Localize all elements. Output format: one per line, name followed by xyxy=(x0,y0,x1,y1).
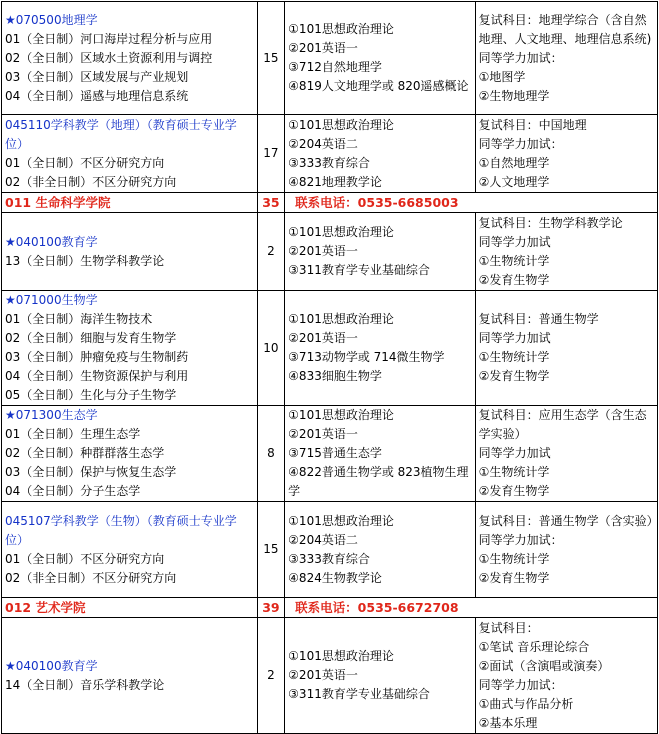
program-cell xyxy=(2,115,258,193)
exam-item: ②201英语一 xyxy=(288,244,358,258)
exam-cell xyxy=(285,291,475,406)
table-row xyxy=(2,2,658,115)
retest-item: 同等学力加试： xyxy=(478,136,563,151)
star-icon: ★ xyxy=(5,12,16,27)
retest-cell xyxy=(475,618,657,734)
school-row xyxy=(2,598,658,618)
exam-item: ①101思想政治理论 xyxy=(288,408,394,422)
exam-cell xyxy=(285,406,475,502)
exam-cell xyxy=(285,502,475,598)
retest-item: 复试科目： xyxy=(478,620,539,635)
exam-item: ②204英语二 xyxy=(288,136,358,151)
star-icon: ★ xyxy=(5,658,16,673)
exam-item: ①101思想政治理论 xyxy=(288,649,394,663)
program-title: ★070500地理学 xyxy=(5,12,98,27)
exam-item: ③715普通生态学 xyxy=(288,446,382,460)
exam-cell xyxy=(285,115,475,193)
retest-item: 同等学力加试 xyxy=(478,446,551,460)
exam-item: ③311教育学专业基础综合 xyxy=(288,687,430,701)
program-title: ★040100教育学 xyxy=(5,658,98,673)
exam-item: ①101思想政治理论 xyxy=(288,225,394,239)
program-cell xyxy=(2,406,258,502)
exam-item: ②201英语一 xyxy=(288,668,358,682)
school-phone: 联系电话：0535-6685003 xyxy=(285,193,658,213)
direction-item: 04（全日制）生物资源保护与利用 xyxy=(5,369,189,383)
program-title: ★071300生态学 xyxy=(5,408,98,422)
table-row xyxy=(2,502,658,598)
exam-item: ①101思想政治理论 xyxy=(288,22,394,36)
quota-cell: 2 xyxy=(257,213,285,291)
retest-item: 复试科目：应用生态学（含生态学实验） xyxy=(478,408,647,441)
retest-item: 同等学力加试： xyxy=(478,50,563,65)
retest-item: ①生物统计学 xyxy=(478,551,550,566)
program-cell xyxy=(2,502,258,598)
exam-cell xyxy=(285,2,475,115)
retest-item: ①地图学 xyxy=(478,69,526,84)
exam-cell xyxy=(285,213,475,291)
star-icon: ★ xyxy=(5,234,16,249)
retest-item: 同等学力加试： xyxy=(478,532,563,547)
retest-item: 复试科目：生物学科教学论 xyxy=(478,215,623,230)
exam-item: ④833细胞生物学 xyxy=(288,369,382,383)
direction-item: 04（全日制）分子生态学 xyxy=(5,484,141,498)
retest-item: 复试科目：中国地理 xyxy=(478,117,587,132)
quota-cell: 17 xyxy=(257,115,285,193)
direction-item: 02（非全日制）不区分研究方向 xyxy=(5,174,177,189)
quota-cell: 15 xyxy=(257,2,285,115)
school-name: 012 艺术学院 xyxy=(2,598,258,618)
retest-item: 复试科目：普通生物学（含实验） xyxy=(478,513,659,528)
retest-item: ②发育生物学 xyxy=(478,369,550,383)
direction-item: 01（全日制）河口海岸过程分析与应用 xyxy=(5,31,213,46)
direction-item: 01（全日制）海洋生物技术 xyxy=(5,312,153,326)
retest-item: ②基本乐理 xyxy=(478,715,538,730)
exam-item: ①101思想政治理论 xyxy=(288,117,394,132)
quota-cell: 8 xyxy=(257,406,285,502)
retest-item: ①生物统计学 xyxy=(478,465,550,479)
exam-item: ③712自然地理学 xyxy=(288,60,382,74)
school-quota: 39 xyxy=(257,598,285,618)
retest-item: ①生物统计学 xyxy=(478,350,550,364)
direction-item: 02（全日制）种群群落生态学 xyxy=(5,446,165,460)
table-row xyxy=(2,213,658,291)
direction-item: 01（全日制）不区分研究方向 xyxy=(5,155,165,170)
direction-item: 03（全日制）区域发展与产业规划 xyxy=(5,69,189,84)
retest-item: ②发育生物学 xyxy=(478,570,550,585)
retest-cell xyxy=(475,291,657,406)
exam-item: ③713动物学或 714微生物学 xyxy=(288,350,445,364)
quota-cell: 10 xyxy=(257,291,285,406)
direction-item: 13（全日制）生物学科教学论 xyxy=(5,253,165,268)
direction-item: 05（全日制）生化与分子生物学 xyxy=(5,388,177,402)
retest-item: ②发育生物学 xyxy=(478,484,550,498)
quota-cell: 15 xyxy=(257,502,285,598)
program-cell xyxy=(2,618,258,734)
school-phone: 联系电话：0535-6672708 xyxy=(285,598,658,618)
school-quota: 35 xyxy=(257,193,285,213)
retest-cell xyxy=(475,2,657,115)
program-cell xyxy=(2,2,258,115)
retest-item: 复试科目：普通生物学 xyxy=(478,312,599,326)
exam-item: ④819人文地理学或 820遥感概论 xyxy=(288,79,469,93)
retest-item: ①自然地理学 xyxy=(478,155,550,170)
exam-item: ④821地理教学论 xyxy=(288,174,382,189)
program-title: ★040100教育学 xyxy=(5,234,98,249)
retest-cell xyxy=(475,115,657,193)
exam-cell xyxy=(285,618,475,734)
direction-item: 01（全日制）不区分研究方向 xyxy=(5,551,165,566)
direction-item: 01（全日制）生理生态学 xyxy=(5,427,141,441)
direction-item: 03（全日制）保护与恢复生态学 xyxy=(5,465,177,479)
program-title: 045107学科教学（生物）（教育硕士专业学位） xyxy=(5,513,237,547)
retest-item: ②面试（含演唱或演奏） xyxy=(478,658,610,673)
exam-item: ④822普通生物学或 823植物生理学 xyxy=(288,465,469,498)
exam-item: ③333教育综合 xyxy=(288,551,370,566)
school-row xyxy=(2,193,658,213)
direction-item: 03（全日制）肿瘤免疫与生物制药 xyxy=(5,350,189,364)
exam-item: ④824生物教学论 xyxy=(288,570,382,585)
retest-item: ①生物统计学 xyxy=(478,253,550,268)
direction-item: 14（全日制）音乐学科教学论 xyxy=(5,677,165,692)
exam-item: ①101思想政治理论 xyxy=(288,513,394,528)
exam-item: ②201英语一 xyxy=(288,427,358,441)
admissions-table xyxy=(1,1,658,734)
star-icon: ★ xyxy=(5,293,16,307)
direction-item: 04（全日制）遥感与地理信息系统 xyxy=(5,88,189,103)
retest-item: ②人文地理学 xyxy=(478,174,550,189)
table-row xyxy=(2,291,658,406)
school-name: 011 生命科学学院 xyxy=(2,193,258,213)
program-cell xyxy=(2,291,258,406)
retest-item: 同等学力加试 xyxy=(478,234,551,249)
program-title: ★071000生物学 xyxy=(5,293,98,307)
exam-item: ②204英语二 xyxy=(288,532,358,547)
retest-item: 同等学力加试 xyxy=(478,331,551,345)
star-icon: ★ xyxy=(5,408,16,422)
table-row xyxy=(2,406,658,502)
table-row xyxy=(2,618,658,734)
retest-item: ①曲式与作品分析 xyxy=(478,696,574,711)
retest-item: ②生物地理学 xyxy=(478,88,550,103)
retest-cell xyxy=(475,502,657,598)
direction-item: 02（全日制）细胞与发育生物学 xyxy=(5,331,177,345)
retest-item: ②发育生物学 xyxy=(478,272,550,287)
retest-item: 同等学力加试： xyxy=(478,677,563,692)
quota-cell: 2 xyxy=(257,618,285,734)
exam-item: ③311教育学专业基础综合 xyxy=(288,263,430,277)
exam-item: ②201英语一 xyxy=(288,41,358,55)
table-row xyxy=(2,115,658,193)
program-cell xyxy=(2,213,258,291)
direction-item: 02（全日制）区域水土资源利用与调控 xyxy=(5,50,213,65)
retest-cell xyxy=(475,406,657,502)
exam-item: ③333教育综合 xyxy=(288,155,370,170)
retest-cell xyxy=(475,213,657,291)
exam-item: ①101思想政治理论 xyxy=(288,312,394,326)
retest-item: 复试科目：地理学综合（含自然地理、人文地理、地理信息系统) xyxy=(478,12,652,46)
exam-item: ②201英语一 xyxy=(288,331,358,345)
retest-item: ①笔试 音乐理论综合 xyxy=(478,639,590,654)
direction-item: 02（非全日制）不区分研究方向 xyxy=(5,570,177,585)
program-title: 045110学科教学（地理）（教育硕士专业学位） xyxy=(5,117,237,151)
